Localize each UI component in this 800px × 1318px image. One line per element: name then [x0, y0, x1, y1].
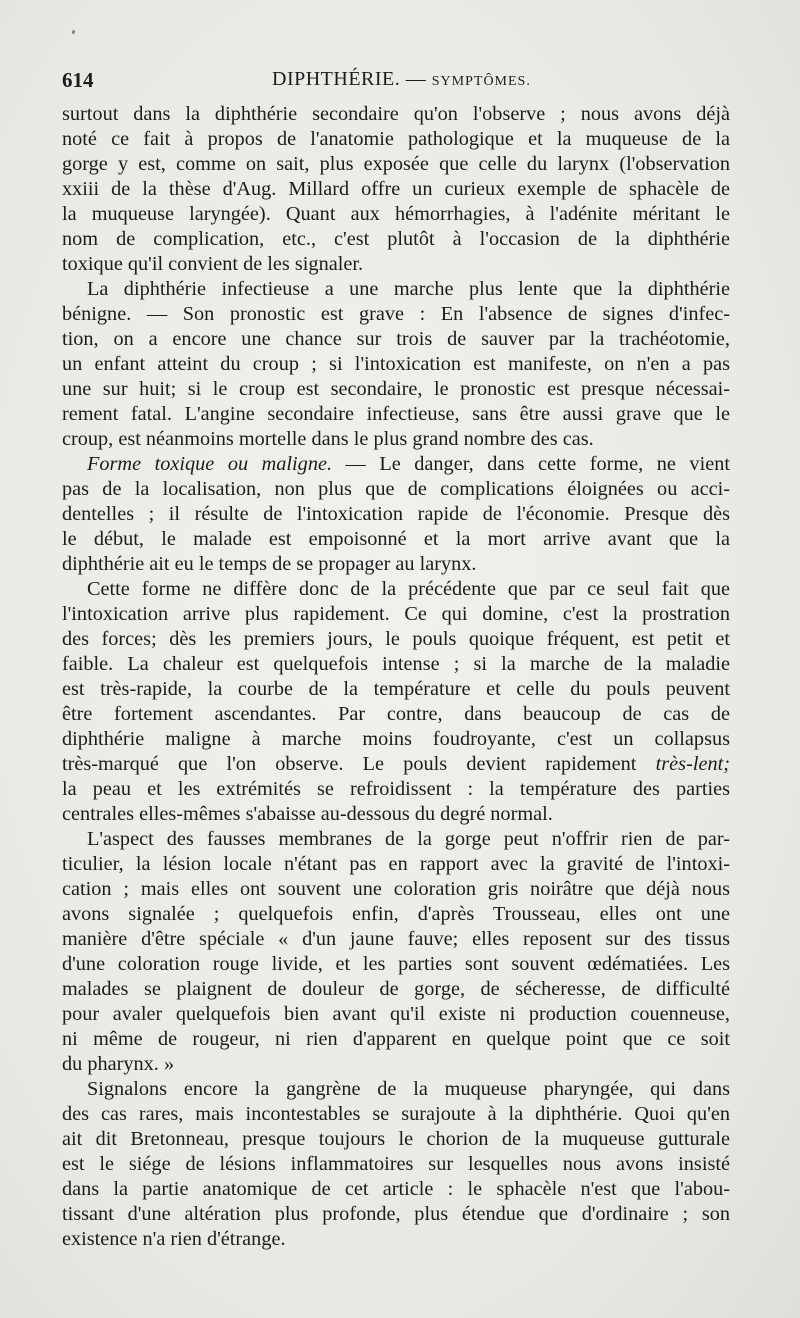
text-line: tion, on a encore une chance sur trois de sauver par la trachéotomie, [62, 328, 730, 350]
text-line: bénigne. — Son pronostic est grave : En l'absence de signes d'infec- [62, 303, 730, 325]
text-line: tissant d'une altération plus profonde, plus étendue que d'ordinaire ; son [62, 1203, 730, 1225]
text-line: des cas rares, mais incontestables se surajoute à la diphthérie. Quoi qu'en [62, 1103, 730, 1125]
text-line: L'aspect des fausses membranes de la gorge peut n'offrir rien de par- [87, 828, 730, 850]
text-line: Signalons encore la gangrène de la muqueuse pharyngée, qui dans [87, 1078, 730, 1100]
text-line: un enfant atteint du croup ; si l'intoxication est manifeste, on n'en a pas [62, 353, 730, 375]
text-line: cation ; mais elles ont souvent une coloration gris noirâtre que déjà nous [62, 878, 730, 900]
page-header [62, 68, 730, 98]
text-line: La diphthérie infectieuse a une marche plus lente que la diphthérie [87, 278, 730, 300]
text-line: être fortement ascendantes. Par contre, dans beaucoup de cas de [62, 703, 730, 725]
text-line [62, 752, 730, 777]
text-line: l'intoxication arrive plus rapidement. Ce qui domine, c'est la prostration [62, 603, 730, 625]
text-line: du pharynx. » [62, 1053, 175, 1075]
text-line: nom de complication, etc., c'est plutôt à l'occasion de la diphthérie [62, 228, 730, 250]
text-line: la muqueuse laryngée). Quant aux hémorrhagies, à l'adénite méritant le [62, 203, 730, 225]
text-line: ait dit Bretonneau, presque toujours le chorion de la muqueuse gutturale [62, 1128, 730, 1150]
text-line: est le siége de lésions inflammatoires sur lesquelles nous avons insisté [62, 1153, 730, 1175]
text-line-start: très-marqué que l'on observe. Le pouls devient rapidement [62, 753, 637, 775]
text-line: croup, est néanmoins mortelle dans le plus grand nombre des cas. [62, 428, 594, 450]
text-line: rement fatal. L'angine secondaire infectieuse, sans être aussi grave que le [62, 403, 730, 425]
text-line [62, 452, 730, 477]
text-line: manière d'être spéciale « d'un jaune fauve; elles reposent sur des tissus [62, 928, 730, 950]
body-text [62, 102, 730, 1252]
text-line: gorge y est, comme on sait, plus exposée que celle du larynx (l'observation [62, 153, 730, 175]
running-head-title: DIPHTHÉRIE. [272, 68, 401, 90]
inline-italic: très-lent; [655, 753, 730, 775]
ink-speck [71, 30, 75, 35]
text-line: d'une coloration rouge livide, et les parties sont souvent œdématiées. Les [62, 953, 730, 975]
text-line: diphthérie ait eu le temps de se propager au larynx. [62, 553, 477, 575]
text-line: toxique qu'il convient de les signaler. [62, 253, 364, 275]
text-line: une sur huit; si le croup est secondaire, le pronostic est presque nécessai- [62, 378, 730, 400]
text-line: pour avaler quelquefois bien avant qu'il existe ni production couenneuse, [62, 1003, 730, 1025]
text-line-rest: — Le danger, dans cette forme, ne vient [332, 453, 730, 475]
running-head-section: SYMPTÔMES. [431, 74, 531, 89]
text-line: centrales elles-mêmes s'abaisse au-dessous du degré normal. [62, 803, 553, 825]
text-line: faible. La chaleur est quelquefois intense ; si la marche de la maladie [62, 653, 730, 675]
text-line: dans la partie anatomique de cet article : le sphacèle n'est que l'abou- [62, 1178, 730, 1200]
text-line: des forces; dès les premiers jours, le pouls quoique fréquent, est petit et [62, 628, 730, 650]
text-line: pas de la localisation, non plus que de complications éloignées ou acci- [62, 478, 730, 500]
text-line: malades se plaignent de douleur de gorge, de sécheresse, de difficulté [62, 978, 730, 1000]
page-number: 614 [62, 68, 94, 92]
text-line: ni même de rougeur, ni rien d'apparent en quelque point que ce soit [62, 1028, 730, 1050]
text-line: existence n'a rien d'étrange. [62, 1228, 286, 1250]
running-head-separator: — [405, 68, 427, 90]
section-heading-italic: Forme toxique ou maligne. [87, 453, 333, 475]
text-line: Cette forme ne diffère donc de la précédente que par ce seul fait que [87, 578, 730, 600]
text-line: dentelles ; il résulte de l'intoxication rapide de l'économie. Presque dès [62, 503, 730, 525]
text-line: xxiii de la thèse d'Aug. Millard offre un curieux exemple de sphacèle de [62, 178, 730, 200]
text-line: avons signalée ; quelquefois enfin, d'après Trousseau, elles ont une [62, 903, 730, 925]
text-line: surtout dans la diphthérie secondaire qu'on l'observe ; nous avons déjà [62, 103, 730, 125]
text-line: la peau et les extrémités se refroidissent : la température des parties [62, 778, 730, 800]
text-line: diphthérie maligne à marche moins foudroyante, c'est un collapsus [62, 728, 730, 750]
text-line: noté ce fait à propos de l'anatomie pathologique et la muqueuse de la [62, 128, 730, 150]
text-line: ticulier, la lésion locale n'étant pas en rapport avec la gravité de l'intoxi- [62, 853, 730, 875]
running-head [272, 68, 531, 91]
text-line: est très-rapide, la courbe de la température et celle du pouls peuvent [62, 678, 730, 700]
text-line: le début, le malade est empoisonné et la mort arrive avant que la [62, 528, 730, 550]
